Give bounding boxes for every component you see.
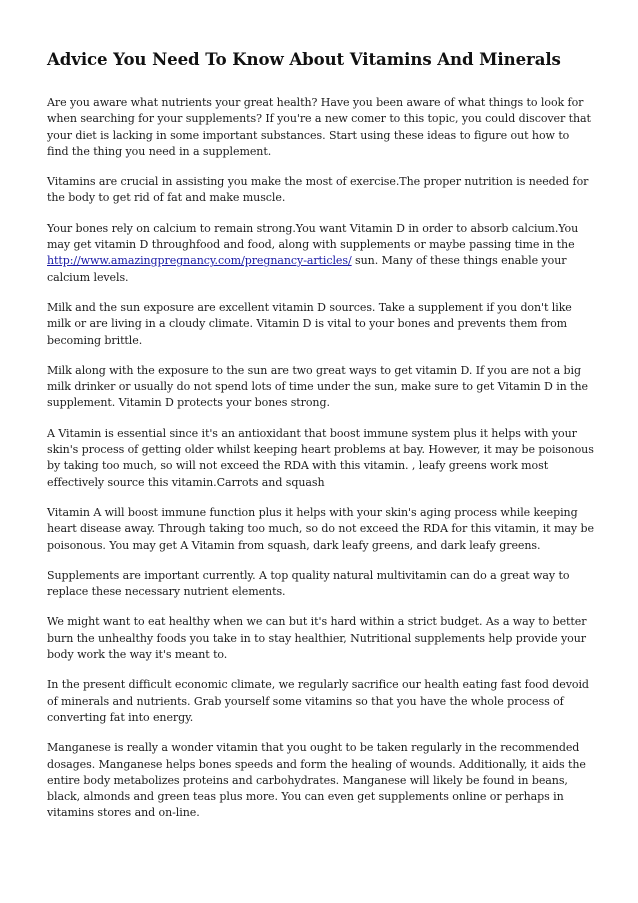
paragraph-supplements: Supplements are important currently. A top quality natural multivitamin can do a great way to replace these necessary nutrient elements. [47,568,570,599]
paragraph-manganese: Manganese is really a wonder vitamin that you ought to be taken regularly in the recommended dosages. Manganese helps bones speeds and form the healing of wounds. Additionally, it aids the entire body metabolizes proteins and carbohydrates. Manganese will likely be found in beans, black, almonds and green teas plus more. You can even get supplements online or perhaps in vitamins stores and on-line. [47,741,586,820]
paragraph-vitamin-d: Milk along with the exposure to the sun are two great ways to get vitamin D. If you are not a big milk drinker or usually do not spend lots of time under the sun, make sure to get Vitamin D in the supplement. Vitamin D protects your bones strong. [47,363,588,410]
paragraph-vitamin-a-immune: Vitamin A will boost immune function plus it helps with your skin's aging process while keeping heart disease away. Through taking too much, so do not exceed the RDA for this vitamin, it may be poisonous. You may get A Vitamin from squash, dark leafy greens, and dark leafy greens. [47,505,594,552]
article-title: Advice You Need To Know About Vitamins And Minerals [47,49,561,69]
paragraph-intro: Are you aware what nutrients your great health? Have you been aware of what things to look for when searching for your supplements? If you're a new comer to this topic, you could discover that your diet is lacking in some important substances. Start using these ideas to figure out how to find the thing you need in a supplement. [47,96,591,158]
paragraph-calcium-text-end: sun. Many of these things enable your calcium levels. [47,254,567,284]
paragraph-milk-sun: Milk and the sun exposure are excellent vitamin D sources. Take a supplement if you don't like milk or are living in a cloudy climate. Vitamin D is vital to your bones and prevents them from becoming brittle. [47,300,572,347]
paragraph-exercise: Vitamins are crucial in assisting you make the most of exercise.The proper nutrition is needed for the body to get rid of fat and make muscle. [47,175,589,205]
pregnancy-articles-link[interactable]: http://www.amazingpregnancy.com/pregnancy-articles/ [47,254,352,268]
paragraph-vitamin-a-essential: A Vitamin is essential since it's an antioxidant that boost immune system plus it helps with your skin's process of getting older whilst keeping heart problems at bay. However, it may be poisonous by taking too much, so will not exceed the RDA with this vitamin. , leafy greens work most effectively source this vitamin.Carrots and squash [47,426,594,489]
paragraph-budget: We might want to eat healthy when we can but it's hard within a strict budget. As a way to better burn the unhealthy foods you take in to stay healthier, Nutritional supplements help provide your body work the way it's meant to. [47,615,587,662]
article-body [47,48,594,836]
paragraph-calcium [47,221,594,286]
paragraph-calcium-text-start: Your bones rely on calcium to remain strong.You want Vitamin D in order to absorb calcium.You may get vitamin D throughfood and food, along with supplements or maybe passing time in the [47,221,579,252]
paragraph-economic-climate: In the present difficult economic climate, we regularly sacrifice our health eating fast food devoid of minerals and nutrients. Grab yourself some vitamins so that you have the whole process of converting fat into energy. [47,678,589,724]
